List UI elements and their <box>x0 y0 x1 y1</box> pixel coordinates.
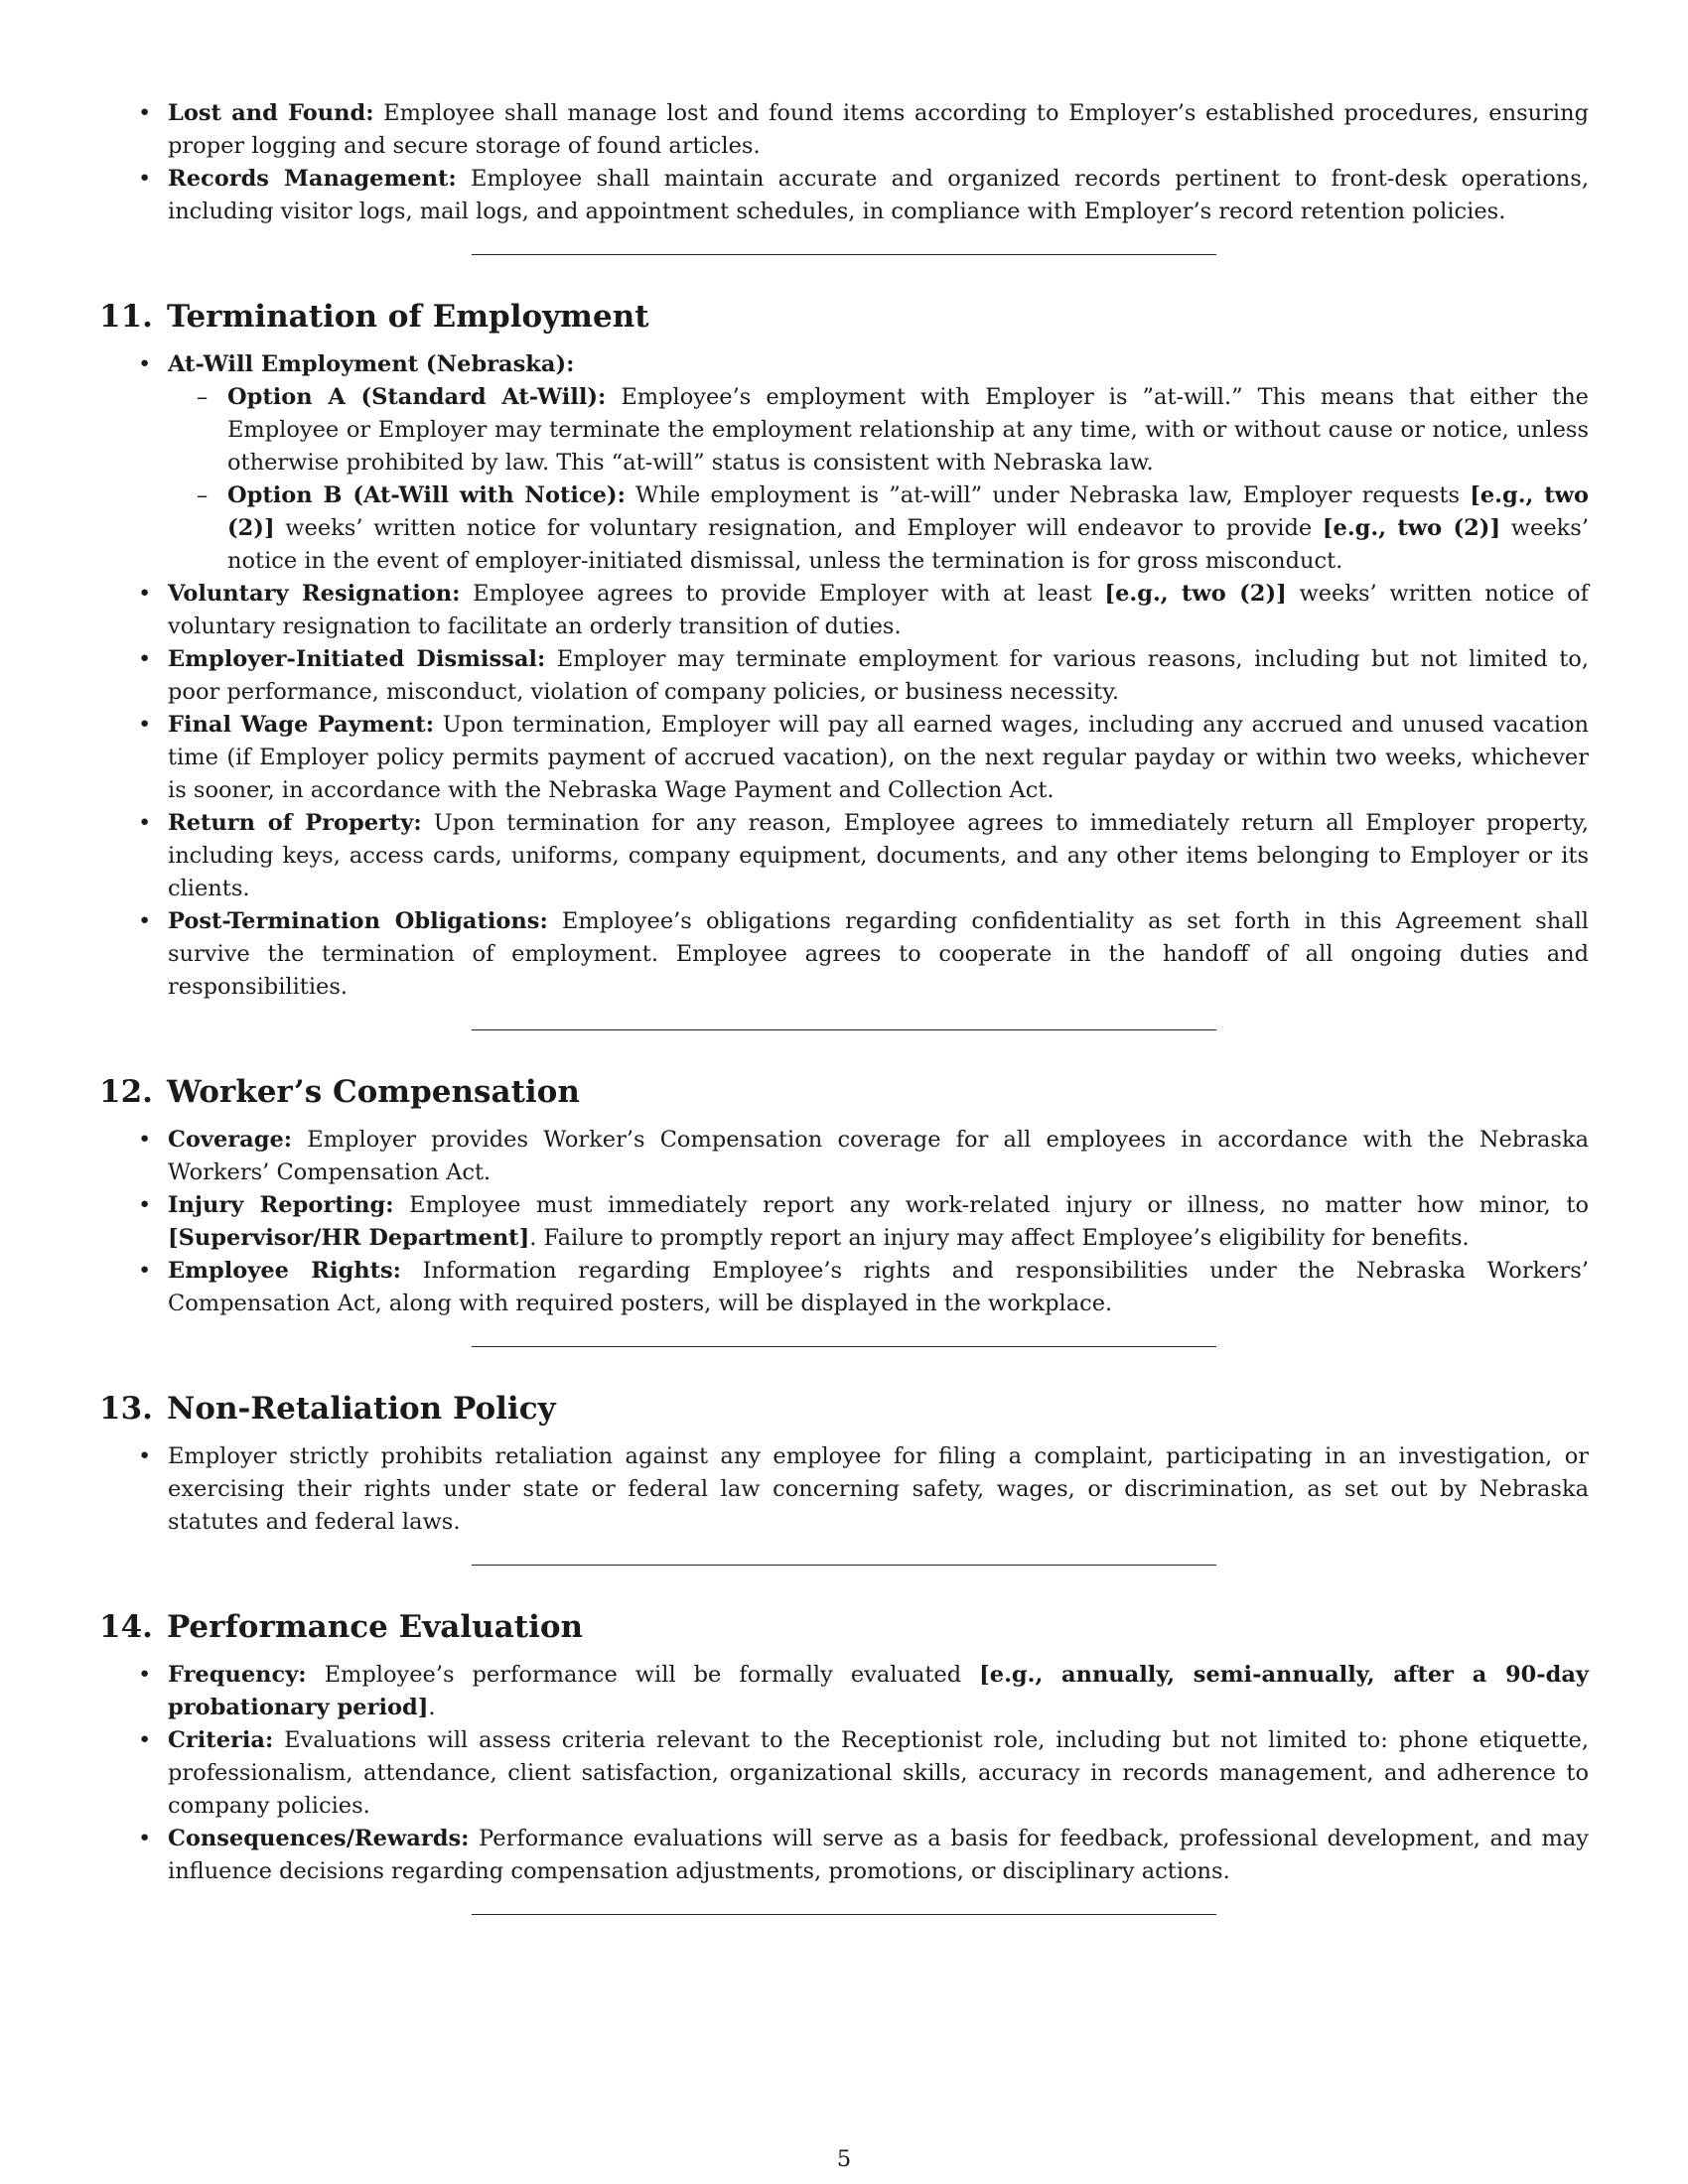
item-text: While employment is ”at-will” under Nebraska law, Employer requests <box>625 482 1471 508</box>
item-label: Option A (Standard At-Will): <box>227 384 607 410</box>
list-item <box>99 709 1589 807</box>
section-11-list <box>99 348 1589 1004</box>
list-item <box>99 1440 1589 1539</box>
item-text: Employee shall manage lost and found items according to Employer’s established procedures, ensuring proper logging and secure storage of found articles. <box>168 100 1590 159</box>
list-item <box>99 1823 1589 1888</box>
list-item <box>99 1189 1589 1255</box>
item-label: Return of Property: <box>168 810 422 836</box>
list-item <box>99 905 1589 1004</box>
item-text: weeks’ written notice of voluntary resignation to facilitate an orderly transition of duties. <box>168 581 1589 639</box>
item-text: Employer may terminate employment for various reasons, including but not limited to, poor performance, misconduct, violation of company policies, or business necessity. <box>168 646 1589 705</box>
section-10-list <box>99 97 1589 228</box>
sub-list-item <box>168 381 1589 479</box>
placeholder-text: [e.g., annually, semi-annually, after a 90-day probationary period] <box>168 1662 1589 1720</box>
item-text: Evaluations will assess criteria relevant to the Receptionist role, including but not limited to: phone etiquette, professionalism, attendance, client satisfaction, organizational skills, accuracy in records management, and adherence to company policies. <box>168 1727 1589 1819</box>
placeholder-text: [e.g., two (2)] <box>1104 581 1287 607</box>
item-text: Employee agrees to provide Employer with at least <box>460 581 1105 607</box>
item-text: . Failure to promptly report an injury may affect Employee’s eligibility for benefits. <box>529 1225 1470 1251</box>
item-text: . <box>428 1695 436 1720</box>
item-text: Performance evaluations will serve as a basis for feedback, professional development, and may influence decisions regarding compensation adjustments, promotions, or disciplinary actions. <box>168 1826 1589 1884</box>
section-heading <box>99 297 1589 337</box>
section-title: Termination of Employment <box>166 299 649 335</box>
sub-list-item <box>168 479 1589 578</box>
list-item <box>99 97 1589 163</box>
list-item <box>99 1659 1589 1724</box>
list-item <box>99 643 1589 709</box>
item-text: Upon termination, Employer will pay all earned wages, including any accrued and unused vacation time (if Employer policy permits payment of accrued vacation), on the next regular payday or within two weeks, whichever is sooner, in accordance with the Nebraska Wage Payment and Collection Act. <box>168 712 1590 803</box>
item-label: Criteria: <box>168 1727 274 1753</box>
placeholder-text: [Supervisor/HR Department] <box>168 1225 530 1251</box>
section-heading <box>99 1389 1589 1429</box>
section-12-list <box>99 1124 1589 1320</box>
placeholder-text: [e.g., two (2)] <box>1322 515 1501 541</box>
item-text: Employee shall maintain accurate and organized records pertinent to front-desk operations, including visitor logs, mail logs, and appointment schedules, in compliance with Employer’s record retention policies. <box>168 166 1589 224</box>
item-text: Employee’s obligations regarding confidentiality as set forth in this Agreement shall survive the termination of employment. Employee agrees to cooperate in the handoff of all ongoing duties and responsibilities. <box>168 908 1589 1000</box>
item-text: weeks’ notice in the event of employer-initiated dismissal, unless the termination is for gross misconduct. <box>227 515 1589 574</box>
item-label: Records Management: <box>168 166 457 192</box>
item-label: Post-Termination Obligations: <box>168 908 548 934</box>
list-item <box>99 163 1589 228</box>
item-text: Employee must immediately report any work-related injury or illness, no matter how minor, to <box>393 1192 1590 1218</box>
item-label: Lost and Found: <box>168 100 374 126</box>
section-divider <box>472 1914 1216 1915</box>
item-label: Consequences/Rewards: <box>168 1826 470 1851</box>
section-number: 13. <box>99 1391 153 1427</box>
section-heading <box>99 1072 1589 1112</box>
item-text: Information regarding Employee’s rights and responsibilities under the Nebraska Workers’ Compensation Act, along with required posters, will be displayed in the workplace. <box>168 1258 1589 1316</box>
section-number: 11. <box>99 299 153 335</box>
item-label: Injury Reporting: <box>168 1192 394 1218</box>
item-label: Option B (At-Will with Notice): <box>227 482 626 508</box>
item-label: Coverage: <box>168 1127 293 1153</box>
section-14-list <box>99 1659 1589 1888</box>
list-item <box>99 807 1589 905</box>
item-label: At-Will Employment (Nebraska): <box>168 351 575 377</box>
list-item <box>99 578 1589 643</box>
document-page <box>99 97 1589 1915</box>
section-number: 14. <box>99 1609 153 1645</box>
section-title: Worker’s Compensation <box>166 1074 580 1110</box>
item-text: Employer provides Worker’s Compensation coverage for all employees in accordance with the Nebraska Workers’ Compensation Act. <box>168 1127 1589 1185</box>
item-label: Voluntary Resignation: <box>168 581 461 607</box>
item-label: Final Wage Payment: <box>168 712 435 738</box>
item-label: Employee Rights: <box>168 1258 401 1284</box>
item-label: Employer-Initiated Dismissal: <box>168 646 546 672</box>
item-text: Employer strictly prohibits retaliation against any employee for filing a complaint, participating in an investigation, or exercising their rights under state or federal law concerning safety, wages, or discrimination, as set out by Nebraska statutes and federal laws. <box>168 1443 1589 1535</box>
item-text: Upon termination for any reason, Employee agrees to immediately return all Employer property, including keys, access cards, uniforms, company equipment, documents, and any other items belonging to Employer or its clients. <box>168 810 1589 901</box>
page-number: 5 <box>836 2146 852 2172</box>
placeholder-text: [e.g., two (2)] <box>227 482 1589 541</box>
section-title: Performance Evaluation <box>166 1609 584 1645</box>
list-item <box>99 1124 1589 1189</box>
section-number: 12. <box>99 1074 153 1110</box>
item-label: Frequency: <box>168 1662 307 1688</box>
item-text: Employee’s employment with Employer is ”at-will.” This means that either the Employee or Employer may terminate the employment relationship at any time, with or without cause or notice, unless otherwise prohibited by law. This “at-will” status is consistent with Nebraska law. <box>227 384 1589 476</box>
list-item <box>99 348 1589 578</box>
list-item <box>99 1724 1589 1823</box>
section-title: Non-Retaliation Policy <box>166 1391 556 1427</box>
item-text: Employee’s performance will be formally evaluated <box>306 1662 980 1688</box>
sub-list <box>168 381 1589 578</box>
item-text: weeks’ written notice for voluntary resignation, and Employer will endeavor to provide <box>274 515 1323 541</box>
section-13-list <box>99 1440 1589 1539</box>
list-item <box>99 1255 1589 1320</box>
section-heading <box>99 1607 1589 1647</box>
